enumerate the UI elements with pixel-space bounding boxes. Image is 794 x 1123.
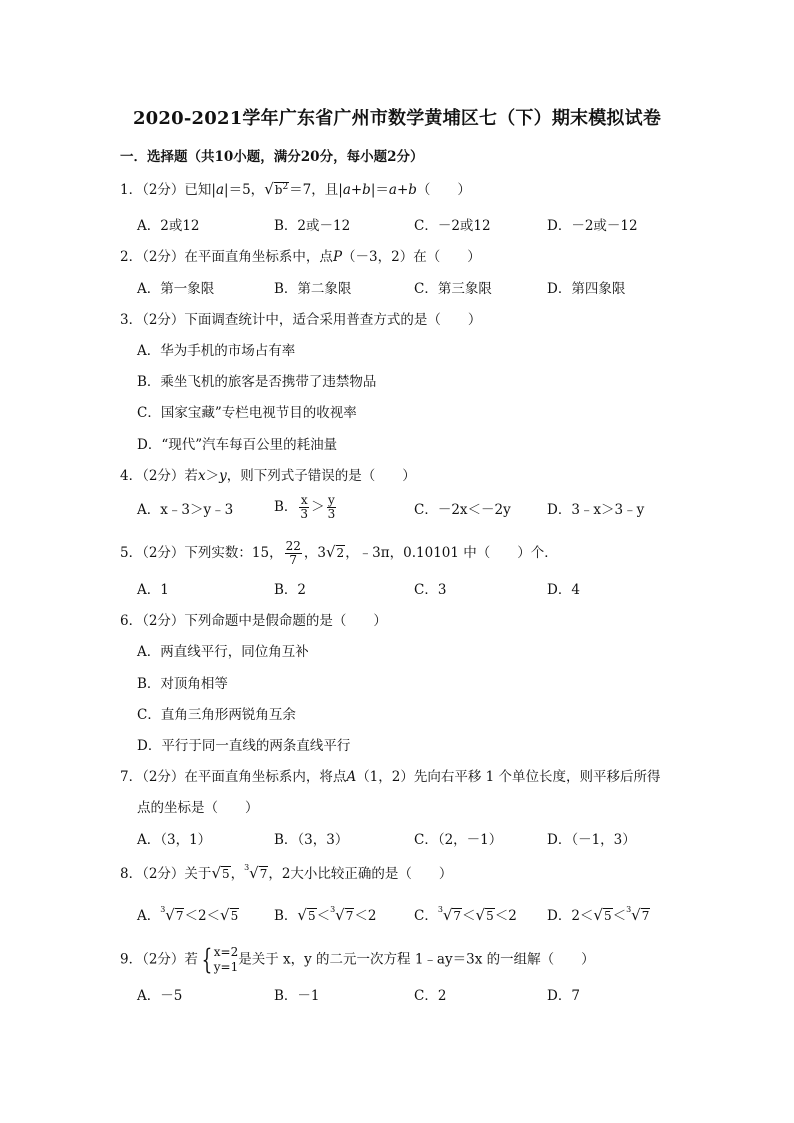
option-a[interactable]: A．华为手机的市场占有率	[137, 343, 296, 359]
question-4: 4．（2分）若x＞y，则下列式子错误的是（ ）	[120, 468, 416, 484]
option-d[interactable]: D．第四象限	[547, 281, 626, 297]
option-a[interactable]: A． 3 √7＜2＜√5	[137, 905, 239, 924]
option-c[interactable]: C．（2，－1）	[414, 832, 503, 848]
question-9-options	[137, 986, 697, 1006]
option-d[interactable]: D．（－1，3）	[547, 832, 636, 848]
option-b[interactable]: B．－1	[274, 988, 320, 1004]
page-title: 2020-2021学年广东省广州市数学黄埔区七（下）期末模拟试卷	[132, 108, 662, 129]
option-b[interactable]: B．√5＜ 3 √7＜2	[274, 905, 377, 924]
option-a[interactable]: A．2或12	[137, 218, 200, 234]
option-d[interactable]: D．2＜√5＜ 3 √7	[547, 905, 650, 924]
equation-system: x=2 y=1	[213, 945, 239, 974]
option-c[interactable]: C．2	[414, 988, 447, 1004]
option-c[interactable]: C．－2或12	[414, 218, 491, 234]
question-1: 1．（2分）已知|a|＝5，$√b^2=7$，且|a+b|＝a+b（ ）	[120, 180, 471, 198]
option-a[interactable]: A．两直线平行，同位角互补	[137, 644, 309, 660]
question-2-options	[137, 279, 697, 299]
option-b[interactable]: B． $\frac{x}{3}$ ＞ $\frac{y}{3}$	[274, 493, 336, 521]
question-8: 8．（2分）关于√5， 3 √7，2大小比较正确的是（ ）	[120, 863, 453, 882]
question-9: 9．（2分）若 { x=2 y=1 是关于 x，y 的二元一次方程 1﹣ay＝3x 的一组解（ ）	[120, 943, 595, 976]
section-heading: 一．选择题（共10小题，满分20分，每小题2分）	[120, 149, 424, 165]
option-b[interactable]: B．对顶角相等	[137, 676, 228, 692]
option-b[interactable]: B．第二象限	[274, 281, 352, 297]
question-7-continued: 点的坐标是（ ）	[137, 800, 259, 816]
question-5-options	[137, 580, 697, 600]
option-a[interactable]: A．（3，1）	[137, 832, 212, 848]
question-1-options	[137, 216, 697, 236]
option-c[interactable]: C． 3 √7＜√5＜2	[414, 905, 517, 924]
option-a[interactable]: A．第一象限	[137, 281, 215, 297]
option-c[interactable]: C．第三象限	[414, 281, 492, 297]
option-d[interactable]: D．－2或－12	[547, 218, 638, 234]
option-d[interactable]: D．3﹣x＞3﹣y	[547, 502, 645, 518]
option-b[interactable]: B．2或－12	[274, 218, 351, 234]
option-c[interactable]: C．直角三角形两锐角互余	[137, 707, 296, 723]
option-c[interactable]: C．3	[414, 582, 447, 598]
question-7: 7．（2分）在平面直角坐标系内，将点A（1，2）先向右平移 1 个单位长度，则平移后所得	[120, 769, 661, 785]
option-b[interactable]: B．（3，3）	[274, 832, 349, 848]
option-b[interactable]: B．2	[274, 582, 307, 598]
option-d[interactable]: D．“现代”汽车每百公里的耗油量	[137, 437, 338, 453]
question-8-options	[137, 905, 697, 925]
option-a[interactable]: A．1	[137, 582, 169, 598]
question-5: 5．（2分）下列实数：15， $\frac{22}{7}$ ，3√2，﹣3π，0.10101 中（ ）个．	[120, 539, 558, 567]
option-a[interactable]: A．－5	[137, 988, 183, 1004]
question-3: 3．（2分）下面调查统计中，适合采用普查方式的是（ ）	[120, 312, 482, 328]
option-d[interactable]: D．平行于同一直线的两条直线平行	[137, 738, 351, 754]
option-d[interactable]: D．7	[547, 988, 580, 1004]
question-7-options	[137, 830, 697, 850]
option-d[interactable]: D．4	[547, 582, 580, 598]
option-c[interactable]: C．－2x＜－2y	[414, 502, 511, 518]
left-brace-icon: {	[201, 943, 213, 976]
question-2: 2．（2分）在平面直角坐标系中，点P（－3，2）在（ ）	[120, 249, 481, 265]
option-a[interactable]: A．x﹣3＞y﹣3	[137, 502, 234, 518]
question-6: 6．（2分）下列命题中是假命题的是（ ）	[120, 613, 387, 629]
option-c[interactable]: C．国家宝藏”专栏电视节目的收视率	[137, 405, 357, 421]
sqrt-b-squared: $√b^2$	[264, 180, 289, 198]
option-b[interactable]: B．乘坐飞机的旅客是否携带了违禁物品	[137, 374, 377, 390]
question-4-options	[137, 493, 697, 521]
